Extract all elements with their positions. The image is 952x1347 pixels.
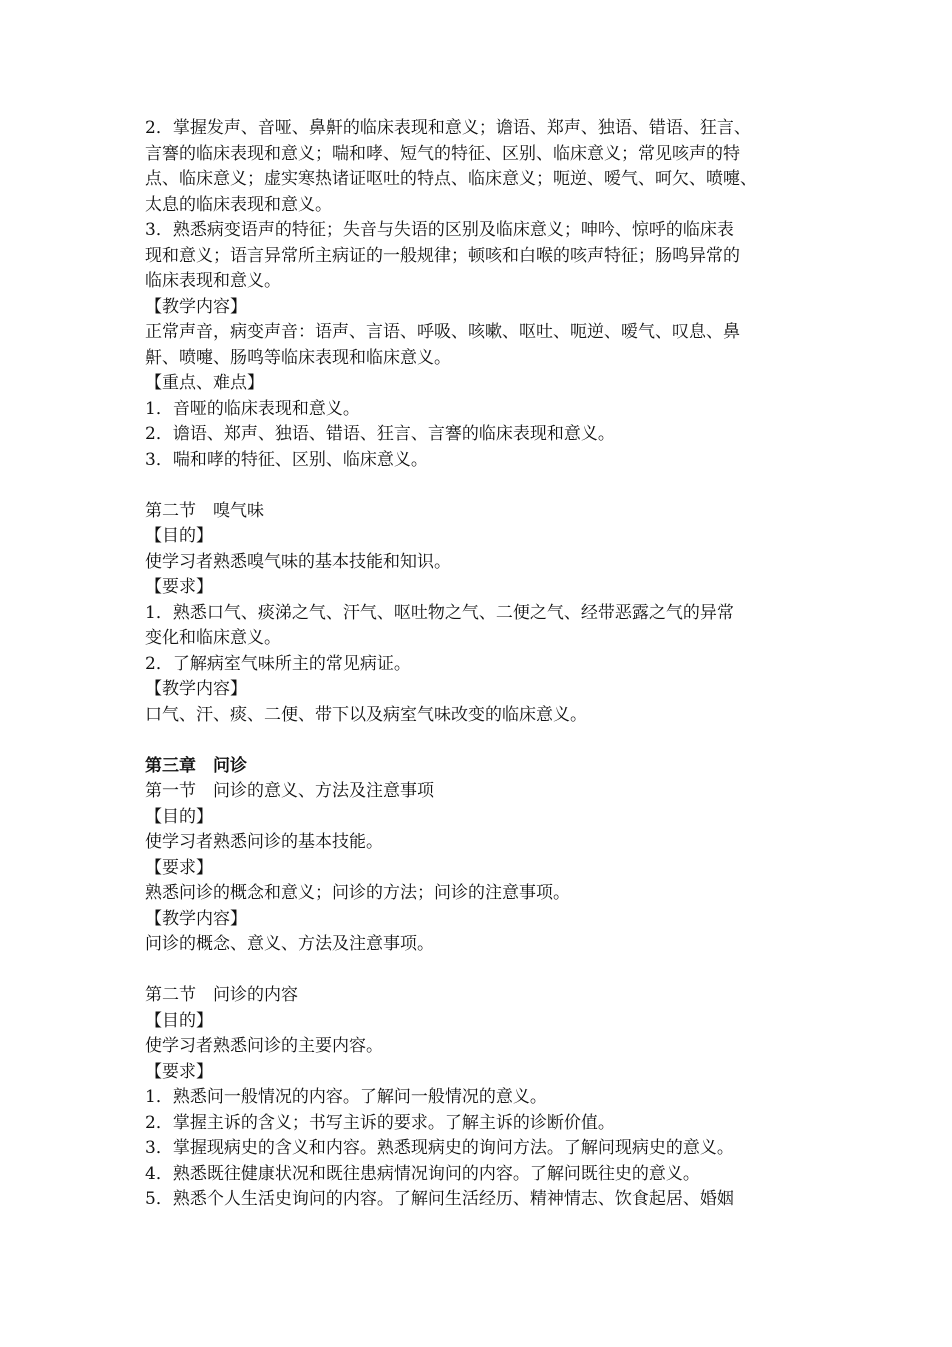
section-heading: 【目的】	[145, 1010, 213, 1031]
section-heading: 【教学内容】	[145, 908, 247, 929]
text-line: 1．音哑的临床表现和意义。	[145, 398, 360, 419]
text-line: 2．掌握发声、音哑、鼻鼾的临床表现和意义；谵语、郑声、独语、错语、狂言、	[145, 118, 751, 138]
text-line: 太息的临床表现和意义。	[145, 194, 332, 215]
chapter-title: 第三章 问诊	[145, 755, 247, 776]
text-line: 1．熟悉口气、痰涕之气、汗气、呕吐物之气、二便之气、经带恶露之气的异常	[145, 602, 734, 623]
section-heading: 【目的】	[145, 806, 213, 827]
text-line: 使学习者熟悉问诊的主要内容。	[145, 1036, 383, 1056]
text-line: 现和意义；语言异常所主病证的一般规律；顿咳和白喉的咳声特征；肠鸣异常的	[145, 245, 740, 266]
blank-line	[145, 728, 825, 754]
blank-line	[145, 473, 825, 499]
text-line: 熟悉问诊的概念和意义；问诊的方法；问诊的注意事项。	[145, 883, 570, 903]
text-line: 2．掌握主诉的含义；书写主诉的要求。了解主诉的诊断价值。	[145, 1112, 615, 1133]
text-line: 2．了解病室气味所主的常见病证。	[145, 653, 411, 674]
text-line: 临床表现和意义。	[145, 271, 281, 291]
section-heading: 【要求】	[145, 577, 213, 597]
text-line: 3．掌握现病史的含义和内容。熟悉现病史的询问方法。了解问现病史的意义。	[145, 1138, 734, 1158]
document-body	[145, 116, 825, 1213]
section-title: 第一节 问诊的意义、方法及注意事项	[145, 781, 434, 801]
text-line: 使学习者熟悉问诊的基本技能。	[145, 832, 383, 852]
text-line: 问诊的概念、意义、方法及注意事项。	[145, 934, 434, 954]
text-line: 言謇的临床表现和意义；喘和哮、短气的特征、区别、临床意义；常见咳声的特	[145, 143, 740, 164]
section-heading: 【要求】	[145, 1061, 213, 1082]
section-heading: 【目的】	[145, 526, 213, 546]
section-title: 第二节 问诊的内容	[145, 985, 298, 1005]
text-line: 变化和临床意义。	[145, 628, 281, 648]
section-title: 第二节 嗅气味	[145, 500, 264, 521]
text-line: 4．熟悉既往健康状况和既往患病情况询问的内容。了解问既往史的意义。	[145, 1163, 700, 1184]
blank-line	[145, 958, 825, 984]
text-line: 2．谵语、郑声、独语、错语、狂言、言謇的临床表现和意义。	[145, 424, 615, 444]
text-line: 5．熟悉个人生活史询问的内容。了解问生活经历、精神情志、饮食起居、婚姻	[145, 1189, 734, 1209]
text-line: 3．喘和哮的特征、区别、临床意义。	[145, 449, 428, 470]
section-heading: 【教学内容】	[145, 296, 247, 317]
text-line: 鼾、喷嚏、肠鸣等临床表现和临床意义。	[145, 347, 451, 368]
text-line: 1．熟悉问一般情况的内容。了解问一般情况的意义。	[145, 1087, 547, 1107]
text-line: 口气、汗、痰、二便、带下以及病室气味改变的临床意义。	[145, 704, 587, 725]
text-line: 点、临床意义；虚实寒热诸证呕吐的特点、临床意义；呃逆、嗳气、呵欠、喷嚏、	[145, 169, 757, 189]
text-line: 3．熟悉病变语声的特征；失音与失语的区别及临床意义；呻吟、惊呼的临床表	[145, 220, 734, 240]
section-heading: 【要求】	[145, 857, 213, 878]
section-heading: 【教学内容】	[145, 679, 247, 699]
text-line: 正常声音，病变声音：语声、言语、呼吸、咳嗽、呕吐、呃逆、嗳气、叹息、鼻	[145, 322, 740, 342]
text-line: 使学习者熟悉嗅气味的基本技能和知识。	[145, 551, 451, 572]
section-heading: 【重点、难点】	[145, 373, 264, 393]
